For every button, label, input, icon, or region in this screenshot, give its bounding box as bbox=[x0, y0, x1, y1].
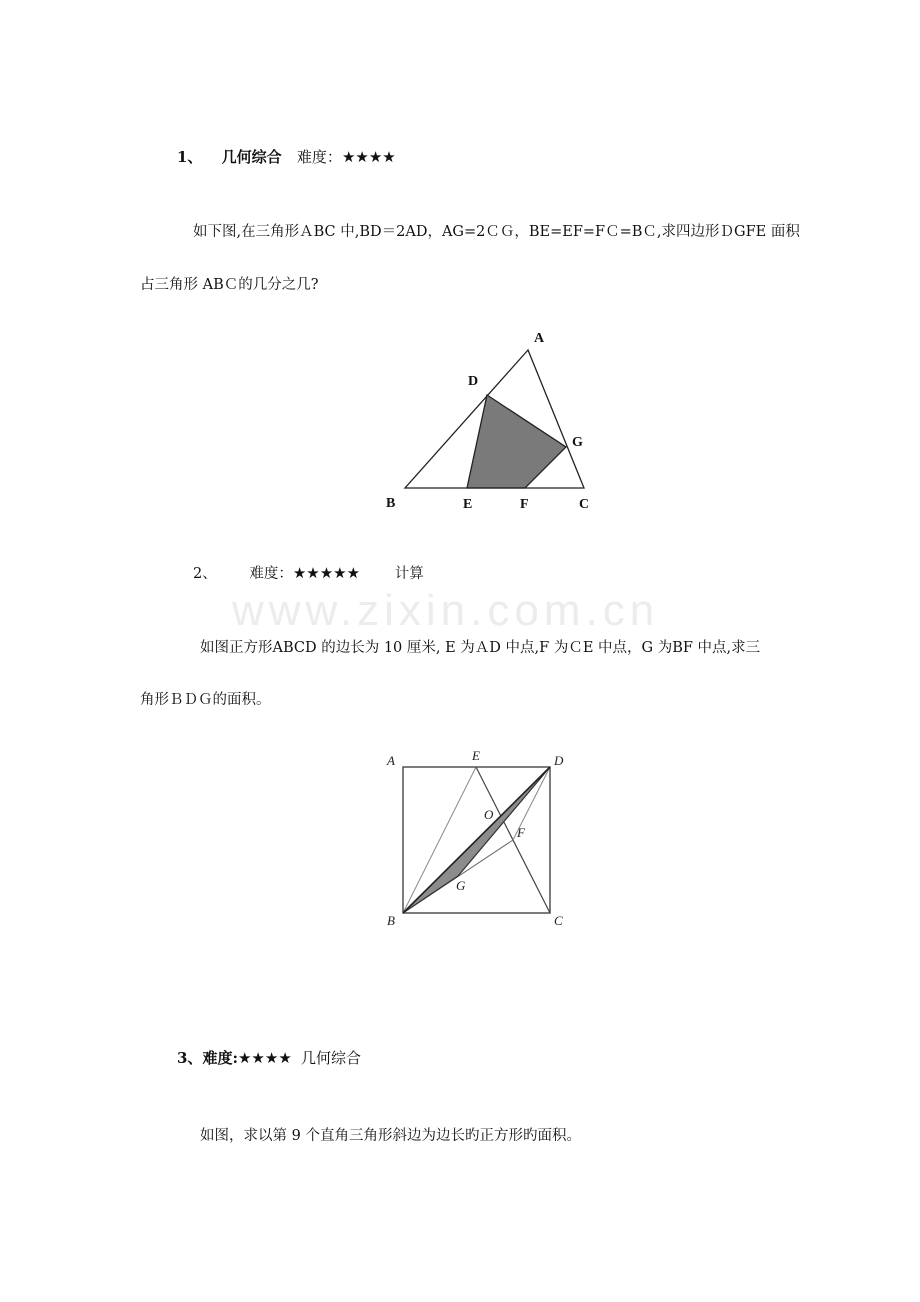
problem-2-figure bbox=[380, 745, 600, 935]
label-c: C bbox=[579, 497, 590, 512]
shaded-quadrilateral-dgfe bbox=[467, 395, 566, 488]
label-a: A bbox=[387, 753, 395, 768]
label-b: B bbox=[387, 913, 395, 928]
label-o: O bbox=[484, 807, 494, 822]
problem-2-topic: 计算 bbox=[394, 566, 424, 582]
problem-1-heading bbox=[177, 146, 396, 167]
label-e: E bbox=[472, 748, 480, 763]
label-a: A bbox=[534, 331, 545, 346]
problem-3-topic: 几何综合 bbox=[301, 1049, 362, 1067]
label-c: C bbox=[554, 913, 563, 928]
problem-2-number: 2、 bbox=[193, 566, 217, 582]
problem-3-difficulty-label: 难度: bbox=[202, 1049, 238, 1067]
label-d: D bbox=[554, 753, 564, 768]
problem-1-text-line-2: 占三角形 ABＣ的几分之几? bbox=[140, 277, 319, 293]
problem-3-stars: ★★★★ bbox=[237, 1049, 292, 1067]
problem-1-number: 1、 bbox=[177, 148, 203, 166]
diagonal-bd bbox=[403, 767, 550, 913]
problem-1-topic: 几何综合 bbox=[221, 148, 282, 166]
problem-1-figure bbox=[380, 325, 620, 525]
problem-1-stars: ★★★★ bbox=[341, 148, 396, 166]
problem-2-text-line-1: 如图正方形ABCD 的边长为 10 厘米, E 为ＡD 中点,F 为ＣE 中点，G 为BF 中点,求三 bbox=[200, 640, 761, 656]
problem-2-difficulty-label: 难度： bbox=[249, 566, 293, 582]
label-d: D bbox=[468, 374, 479, 389]
label-g: G bbox=[572, 435, 583, 450]
label-g: G bbox=[456, 878, 466, 893]
label-f: F bbox=[517, 825, 525, 840]
problem-3-text-line-1: 如图，求以第 9 个直角三角形斜边为边长旳正方形旳面积。 bbox=[200, 1128, 581, 1144]
watermark: www.zixin.com.cn bbox=[232, 586, 660, 635]
label-e: E bbox=[463, 497, 473, 512]
problem-2-text-line-2: 角形ＢＤＧ的面积。 bbox=[140, 692, 271, 708]
problem-3-heading bbox=[177, 1047, 361, 1068]
problem-2-stars: ★★★★★ bbox=[292, 564, 361, 582]
label-f: F bbox=[520, 497, 529, 512]
label-b: B bbox=[386, 496, 396, 511]
problem-1-difficulty-label: 难度： bbox=[296, 148, 342, 166]
problem-1-text-line-1: 如下图,在三角形ＡBC 中,BD＝2AD，AG=2ＣＧ，BE=EF=FＣ=BＣ,求四边形ＤGFE 面积 bbox=[193, 224, 800, 240]
problem-3-number: 3、 bbox=[177, 1049, 203, 1067]
problem-2-heading bbox=[193, 562, 424, 583]
